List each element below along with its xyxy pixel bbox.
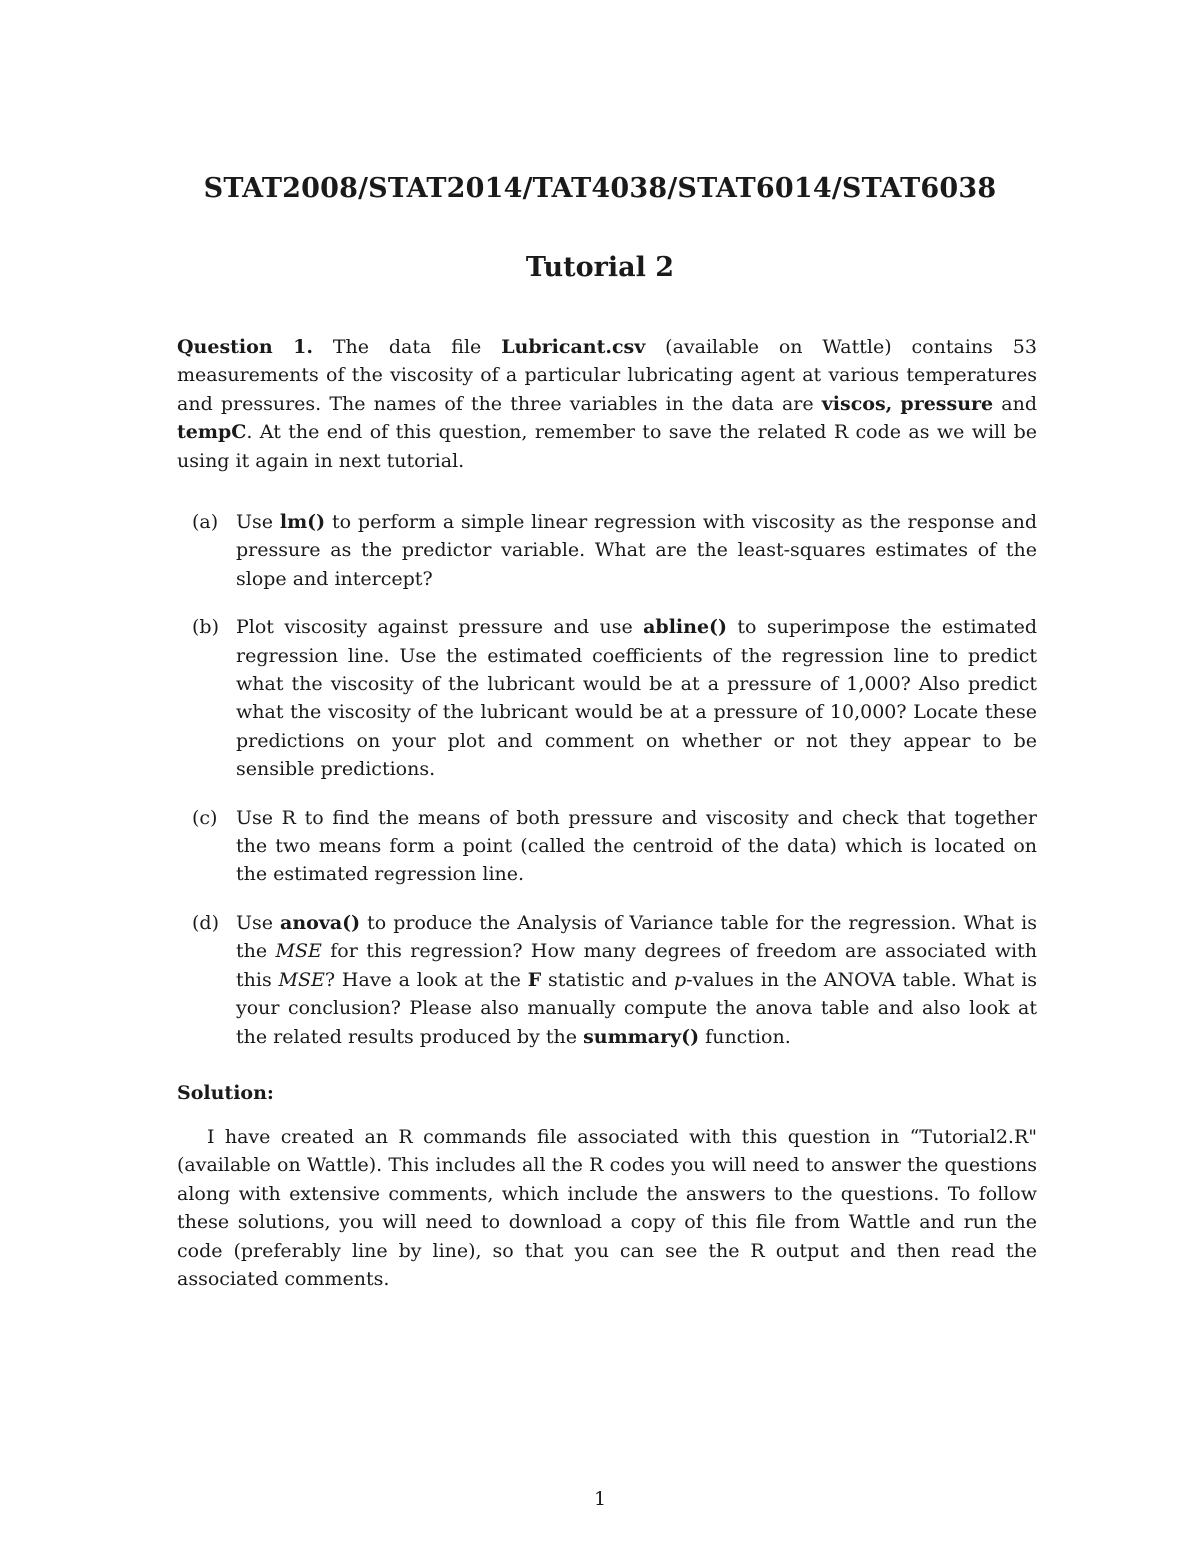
part-text: Use R to find the means of both pressure and viscosity and check that together the two means form a point (called the centroid of the data) which is located on the estimated regression line. [236, 806, 1037, 886]
part-text [236, 508, 1037, 593]
function-name: summary() [583, 1025, 700, 1048]
data-file-name: Lubricant.csv [501, 336, 646, 358]
tutorial-title: Tutorial 2 [525, 252, 675, 283]
part-text-run: ? Have a look at the [324, 968, 521, 991]
part-text-run: for this regression? How many degrees of freedom are associated with this [236, 940, 1037, 991]
part-text [236, 909, 1037, 1051]
part-c [177, 804, 1037, 889]
part-text-run: Plot viscosity against pressure and use [236, 616, 633, 639]
solution-paragraph: I have created an R commands file associated with this question in “Tutorial2.R" (available on Wattle). This includes all the R codes you will need to answer the questions along with extensive comments, which include the answers to the questions. To follow these solutions, you will need to download a copy of this file from Wattle and run the code (preferably line by line), so that you can see the R output and then read the associated comments. [177, 1126, 1037, 1291]
question-1-paragraph [177, 333, 1037, 475]
part-text-run: Use [236, 911, 274, 934]
question-text-part: (available on Wattle) contains 53 measurements of the viscosity of a particular lubricating agent at various temperatures and pressures. The names of the three variables in the data are [177, 336, 1037, 415]
math-symbol: MSE [275, 940, 322, 963]
part-a [177, 508, 1037, 593]
part-text-run: statistic and [548, 968, 668, 991]
solution-heading: Solution: [177, 1082, 274, 1104]
math-symbol: MSE [278, 968, 325, 991]
question-text-part: and [1001, 392, 1037, 415]
part-label: (a) [192, 511, 219, 533]
question-text-part: . At the end of this question, remember to save the related R code as we will be using it again in next tutorial. [177, 421, 1037, 472]
part-label: (b) [192, 616, 219, 639]
function-name: abline() [643, 616, 728, 639]
part-d [177, 909, 1037, 1051]
part-text-run: -values in the ANOVA table. What is your conclusion? Please also manually compute the anova table and also look at the related results produced by the [236, 968, 1038, 1048]
part-b [177, 613, 1037, 783]
math-symbol: p [673, 968, 687, 991]
function-name: anova() [280, 911, 361, 934]
question-text-part: The data file [332, 336, 482, 358]
part-text-run: to produce the Analysis of Variance table for the regression. What is the [236, 911, 1038, 963]
part-label: (c) [192, 806, 218, 829]
part-text-run: function. [705, 1025, 791, 1048]
variable-name: pressure [900, 392, 994, 415]
statistic-symbol: F [527, 968, 542, 991]
part-text [236, 613, 1037, 783]
function-name: lm() [279, 511, 326, 533]
question-parts-list [177, 508, 1037, 1071]
variable-name: tempC [177, 421, 247, 444]
part-text-run: to superimpose the estimated regression line. Use the estimated coefficients of the regression line to predict what the viscosity of the lubricant would be at a pressure of 1,000? Also predict what the viscosity of the lubricant would be at a pressure of 10,000? Locate these predictions on your plot and comment on whether or not they appear to be sensible predictions. [236, 616, 1037, 781]
part-label: (d) [192, 911, 219, 934]
part-text-run: to perform a simple linear regression with viscosity as the response and pressure as the predictor variable. What are the least-squares estimates of the slope and intercept? [236, 511, 1037, 590]
question-label: Question 1. [177, 336, 313, 358]
variable-name: viscos, [821, 392, 893, 415]
part-text-run: Use [236, 511, 274, 533]
page-number: 1 [593, 1488, 607, 1510]
course-codes-title: STAT2008/STAT2014/TAT4038/STAT6014/STAT6038 [203, 173, 997, 204]
